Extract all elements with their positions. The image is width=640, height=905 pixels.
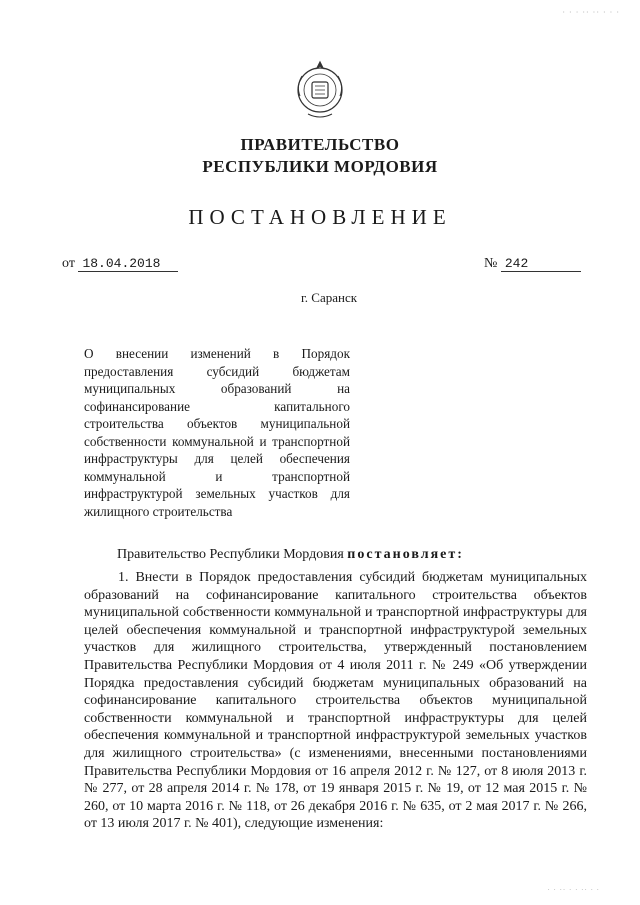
- org-name-line2: РЕСПУБЛИКИ МОРДОВИЯ: [202, 157, 438, 176]
- decree-subject: О внесении изменений в Порядок предоставления субсидий бюджетам муниципальных образований на софинансирование капитального строительства объектов муниципальной собственности коммунальной и транспортной инфраструктуры для целей обеспечения коммунальной и транспортной инфраструктурой земельных участков для жилищного строительства: [84, 346, 350, 519]
- preamble-text: Правительство Республики Мордовия: [117, 547, 344, 562]
- city: г. Саранск: [300, 290, 358, 305]
- coat-of-arms-emblem: [290, 56, 350, 126]
- preamble: [117, 547, 464, 563]
- preamble-keyword: постановляет:: [347, 547, 464, 562]
- document-type: ПОСТАНОВЛЕНИЕ: [188, 205, 452, 229]
- government-title: [0, 134, 640, 178]
- scan-mark-bottom: · · ·· · · ·· · ·: [547, 886, 600, 894]
- org-name-line1: ПРАВИТЕЛЬСТВО: [240, 135, 400, 154]
- scan-mark-top: · · · ·· ·· · · ·: [562, 8, 620, 17]
- body-paragraph-1: 1. Внести в Порядок предоставления субсидий бюджетам муниципальных образований на софинансирование капитального строительства объектов муниципальной собственности коммунальной и транспортной инфраструктуры для целей обеспечения коммунальной и транспортной инфраструктурой земельных участков для жилищного строительства, утвержденный постановлением Правительства Республики Мордовия от 4 июля 2011 г. № 249 «Об утверждении Порядка предоставления субсидий бюджетам муниципальных образований на софинансирование капитального строительства объектов муниципальной собственности коммунальной и транспортной инфраструктуры для целей обеспечения коммунальной и транспортной инфраструктурой земельных участков для жилищного строительства» (с изменениями, внесенными постановлениями Правительства Республики Мордовия от 16 апреля 2012 г. № 127, от 8 июля 2013 г. № 277, от 28 апреля 2014 г. № 178, от 19 января 2015 г. № 19, от 12 мая 2015 г. № 260, от 10 марта 2016 г. № 118, от 26 декабря 2016 г. № 635, от 2 мая 2017 г. № 266, от 13 июля 2017 г. № 401), следующие изменения:: [84, 570, 587, 832]
- decree-number: [484, 256, 581, 272]
- number-prefix: №: [484, 256, 498, 271]
- date-value: 18.04.2018: [78, 256, 178, 272]
- date-prefix: от: [62, 256, 75, 271]
- decree-date: [62, 256, 178, 272]
- number-value: 242: [501, 256, 581, 272]
